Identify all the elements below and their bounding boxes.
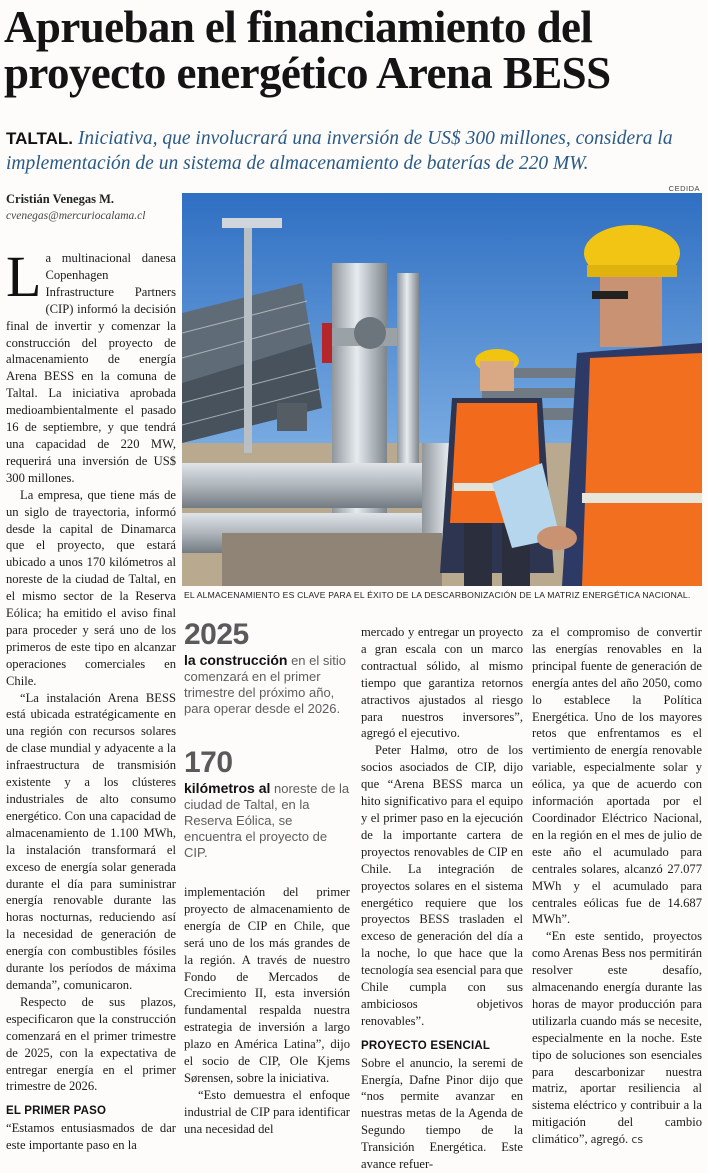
paragraph: “Esto demuestra el enfoque industrial de CIP para identificar una necesidad del [184, 1087, 350, 1136]
section-heading: PROYECTO ESENCIAL [361, 1039, 491, 1052]
drop-cap: L [6, 244, 42, 309]
paragraph-text: “En este sentido, proyectos como Arenas Bess nos permitirán resolver este desafío, almacenando energía durante las horas de mayor producción para utilizarla cuando más se necesite, especialmente en la noche. Este tipo de soluciones son esenciales para descarbonizar nuestra matriz, aportar resiliencia al sistema eléctrico y contribuir a la mitigación del cambio climático”, agregó. [532, 929, 702, 1147]
paragraph: Respecto de sus plazos, especificaron que la construcción comenzará en el primer trimestre de 2025, con la expectativa de entregar energía en el primer trimestre de 2026. [6, 994, 176, 1094]
paragraph-text: a multinacional danesa Copenhagen Infrastructure Partners (CIP) informó la decisión final de invertir y comenzar la construcción del proyecto de almacenamiento de energía Arena BESS en la comuna de Taltal. La iniciativa aprobada medioambientalmente el pasado 16 de septiembre, y que tendrá una capacidad de 220 MW, requerirá una inversión de US$ 300 millones. [6, 251, 176, 485]
headline: Aprueban el financiamiento del proyecto energético Arena BESS [4, 2, 611, 98]
paragraph: “Estamos entusiasmados de dar este importante paso en la [6, 1121, 176, 1153]
stat-lead: la construcción [184, 652, 288, 668]
article-column-1 [6, 244, 176, 1154]
paragraph: La empresa, que tiene más de un siglo de trayectoria, informó desde la capital de Dinamarca que el proyecto, que estará ubicado a unos 170 kilómetros al noreste de la ciudad de Taltal, en el mismo sector de la Reserva Eólica; ha emitido el aviso final para proceder y será uno de los primeros de este tipo en alcanzar operaciones comerciales en Chile. [6, 487, 176, 688]
stat-lead: kilómetros al [184, 780, 271, 796]
stat-text [184, 780, 350, 861]
paragraph: implementación del primer proyecto de almacenamiento de energía de CIP en Chile, que será uno de los más grandes de la región. A través de nuestro Fondo de Mercados de Crecimiento II, esta inversión fundamental respalda nuestra estrategia de inversión a largo plazo en América Latina”, dijo el socio de CIP, Ole Kjems Sørensen, sobre la iniciativa. [184, 885, 350, 1085]
stat-box [184, 748, 350, 861]
dateline-place: TALTAL. [6, 129, 74, 148]
article-column-2 [184, 884, 350, 1138]
article-column-4 [532, 624, 702, 1149]
article-column-3 [361, 624, 523, 1173]
solar-plant-workers-illustration [182, 193, 702, 586]
stat-number: 170 [184, 746, 233, 779]
stat-number: 2025 [184, 618, 249, 651]
paragraph: Sobre el anuncio, la seremi de Energía, Dafne Pinor dijo que “nos permite avanzar en nuestras metas de la Agenda de Segundo tiempo de la Transición Energética. Este avance refuer- [361, 1055, 523, 1172]
article-photo [182, 193, 702, 586]
stat-rest: noreste de la ciudad de Taltal, en la Reserva Eólica, se encuentra el proyecto de CIP. [184, 781, 350, 860]
photo-caption: EL ALMACENAMIENTO ES CLAVE PARA EL ÉXITO DE LA DESCARBONIZACIÓN DE LA MATRIZ ENERGÉTICA NACIONAL. [184, 590, 691, 600]
subhead-text: Iniciativa, que involucrará una inversión de US$ 300 millones, considera la implementación de un sistema de almacenamiento de baterías de 220 MW. [6, 128, 673, 174]
paragraph [532, 928, 702, 1149]
subhead [6, 126, 704, 176]
section-heading: EL PRIMER PASO [6, 1105, 107, 1118]
photo-credit: CEDIDA [668, 184, 700, 193]
byline-email[interactable]: cvenegas@mercuriocalama.cl [6, 210, 146, 222]
stat-rest: en el sitio comenzará en el primer trimestre del próximo año, para operar desde el 2026. [184, 653, 347, 716]
stat-box [184, 620, 350, 717]
end-mark-icon: cs [631, 1133, 644, 1147]
paragraph [6, 244, 176, 487]
paragraph: mercado y entregar un proyecto a gran escala con un marco contractual sólido, al mismo tiempo que garantiza retornos atractivos ajustados al riesgo para nuestros inversores”, agregó el ejecutivo. [361, 625, 523, 741]
byline-author: Cristián Venegas M. [6, 192, 114, 206]
stat-text [184, 652, 350, 717]
paragraph: “La instalación Arena BESS está ubicada estratégicamente en una región con recursos solares de clase mundial y adyacente a la infraestructura de transmisión existente y a los clústeres industriales de alto consumo energético. Con una capacidad de almacenamiento de 1.100 MWh, la instalación transformará el exceso de energía solar generada durante el día para suministrar energía renovable durante las horas nocturnas, reduciendo así la necesidad de generación de energía con combustibles fósiles durante los períodos de máxima demanda”, comunicaron. [6, 690, 176, 992]
paragraph: Peter Halmø, otro de los socios asociados de CIP, dijo que “Arena BESS marca un hito significativo para el equipo y el primer paso en la ejecución de la importante cartera de proyectos renovables de CIP en Chile. La integración de proyectos solares en el sistema energético requiere que los proyectos BESS trasladen el exceso de generación del día a la noche, lo que hace que la tecnología sea esencial para que Chile cumpla con sus ambiciosos objetivos renovables”. [361, 743, 523, 1028]
paragraph: za el compromiso de convertir las energías renovables en la principal fuente de generación de energía antes del año 2050, como lo establece la Política Energética. Uno de los mayores retos que enfrentamos es el vertimiento de energía renovable variable, especialmente solar y eólica, ya que de acuerdo con información aportada por el Coordinador Eléctrico Nacional, en la región en el mes de julio de este año el acumulado para centrales solares, alcanzó 27.077 MWh y el acumulado para centrales eólicas fue de 14.687 MWh”. [532, 625, 702, 927]
